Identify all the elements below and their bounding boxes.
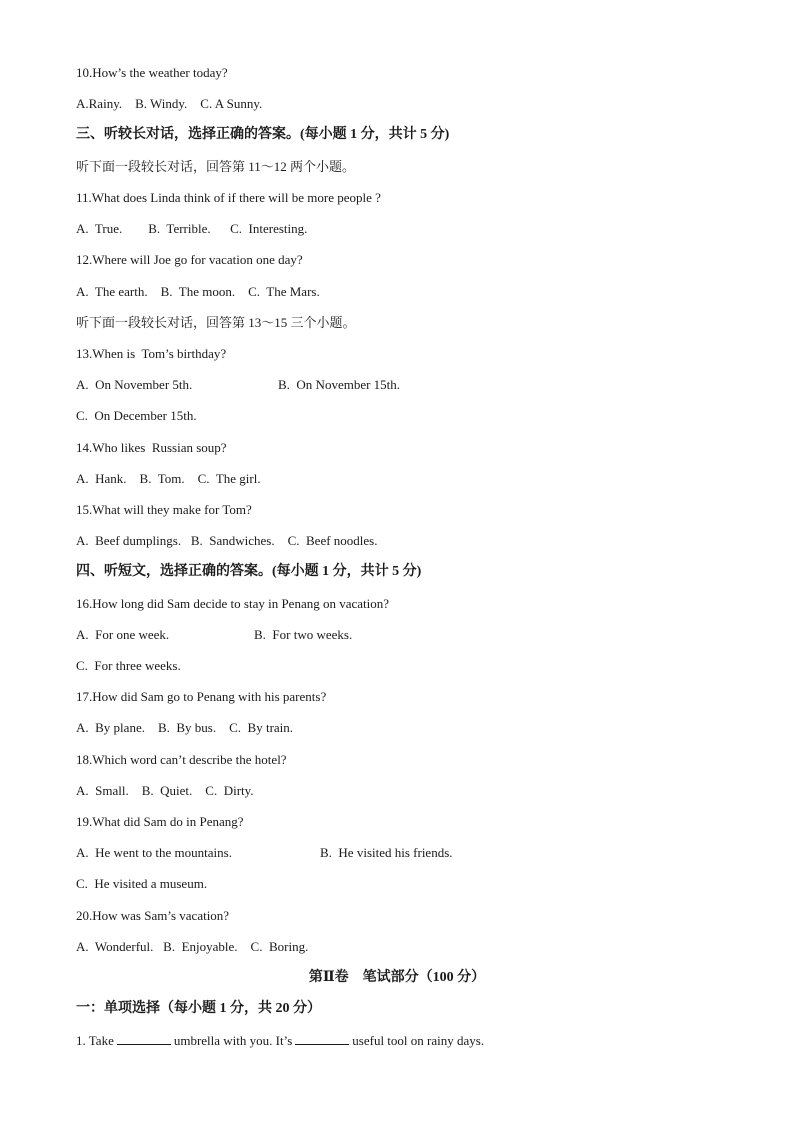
- question-18-stem: 18.Which word can’t describe the hotel?: [76, 752, 287, 767]
- question-11-stem: 11.What does Linda think of if there will be more people ?: [76, 190, 381, 205]
- question-12-stem: 12.Where will Joe go for vacation one day?: [76, 252, 303, 267]
- question-16-stem: 16.How long did Sam decide to stay in Penang on vacation?: [76, 596, 390, 611]
- question-19-option-b: B. He visited his friends.: [320, 845, 453, 860]
- question-1-text-part-1: 1. Take: [76, 1033, 114, 1048]
- question-1-text-part-3: useful tool on rainy days.: [352, 1033, 485, 1048]
- question-11-options: A. True. B. Terrible. C. Interesting.: [76, 221, 308, 236]
- section-3-heading: 三、听较长对话，选择正确的答案。(每小题 1 分，共计 5 分): [76, 127, 450, 142]
- question-14-options: A. Hank. B. Tom. C. The girl.: [76, 471, 261, 486]
- question-1-text-part-2: umbrella with you. It’s: [173, 1033, 293, 1048]
- question-15-options: A. Beef dumplings. B. Sandwiches. C. Beef noodles.: [76, 533, 378, 548]
- question-13-option-c: C. On December 15th.: [76, 408, 197, 423]
- question-10-stem: 10.How’s the weather today?: [76, 65, 228, 80]
- question-1-stem: [76, 1032, 484, 1049]
- question-12-options: A. The earth. B. The moon. C. The Mars.: [76, 284, 320, 299]
- question-13-option-b: B. On November 15th.: [278, 377, 401, 392]
- answer-blank[interactable]: [117, 1032, 171, 1045]
- question-19-option-a: A. He went to the mountains.: [76, 845, 232, 860]
- section-3-instruction-1: 听下面一段较长对话，回答第 11～12 两个小题。: [76, 159, 356, 174]
- question-19-stem: 19.What did Sam do in Penang?: [76, 814, 244, 829]
- question-13-option-a: A. On November 5th.: [76, 377, 193, 392]
- section-3-instruction-2: 听下面一段较长对话，回答第 13～15 三个小题。: [76, 315, 356, 330]
- question-13-stem: 13.When is Tom’s birthday?: [76, 346, 227, 361]
- question-17-stem: 17.How did Sam go to Penang with his parents?: [76, 689, 327, 704]
- question-20-options: A. Wonderful. B. Enjoyable. C. Boring.: [76, 939, 309, 954]
- question-16-option-b: B. For two weeks.: [254, 627, 353, 642]
- section-4-heading: 四、听短文，选择正确的答案。(每小题 1 分，共计 5 分): [76, 564, 422, 579]
- question-16-option-c: C. For three weeks.: [76, 658, 181, 673]
- question-15-stem: 15.What will they make for Tom?: [76, 502, 252, 517]
- question-14-stem: 14.Who likes Russian soup?: [76, 440, 227, 455]
- part-2-section-1-heading: 一：单项选择（每小题 1 分，共 20 分）: [76, 1001, 321, 1016]
- question-17-options: A. By plane. B. By bus. C. By train.: [76, 720, 294, 735]
- answer-blank[interactable]: [295, 1032, 349, 1045]
- part-2-title: 第Ⅱ卷 笔试部分（100 分）: [308, 970, 486, 985]
- question-19-option-c: C. He visited a museum.: [76, 876, 208, 891]
- question-18-options: A. Small. B. Quiet. C. Dirty.: [76, 783, 254, 798]
- question-10-options: A.Rainy. B. Windy. C. A Sunny.: [76, 96, 263, 111]
- question-16-option-a: A. For one week.: [76, 627, 170, 642]
- question-20-stem: 20.How was Sam’s vacation?: [76, 908, 230, 923]
